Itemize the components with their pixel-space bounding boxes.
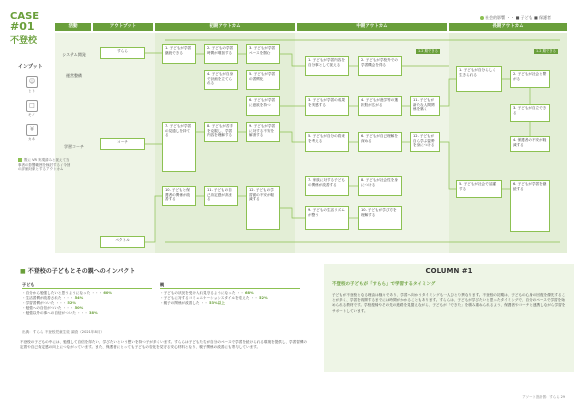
early-box-2: 2. 子どもの学習時間が増加する bbox=[204, 44, 238, 64]
output-box-coach: コーチ bbox=[100, 138, 145, 150]
output-box-vector: ベクトル bbox=[100, 236, 145, 248]
mid-box-3: 3. 子どもが学習の成果を実感する bbox=[305, 96, 349, 116]
mid-box-11: 11. 子どもが新たな人間関係を築く bbox=[410, 96, 440, 116]
early-box-10: 10. 子どもと保護者の関係が改善する bbox=[162, 186, 196, 206]
early-box-3: 3. 子どもが学習ペースを掴む bbox=[246, 44, 280, 64]
column-paragraph: 子どもが不登校となる理由は様々であり、学習へ向かうタイミングも一人ひとり異なります。不登校の初期は、子どもの心身の回復を優先することが多く、学習を再開するまでには時間がかかることもあります。すららは、子どもが学びたいと思ったタイミングで、自分のペースで学習を始められる教材です。学校復帰やその先の進路を見据えながら、子どもが「できた」を積み重ねられるよう、保護者やコーチと連携しながら学習をサポートしています。 bbox=[332, 293, 566, 313]
column-header-output: アウトプット bbox=[93, 23, 153, 31]
impact-parent-line: ・子どもの状況を受け入れ見守るようになった ・・ 68% bbox=[160, 291, 254, 295]
impact-child-list bbox=[22, 291, 112, 316]
input-label-people: ヒト bbox=[28, 89, 36, 93]
output-box-surara: すらら bbox=[100, 47, 145, 59]
impact-child-line: ・生活習慣が改善された ・・・ 54% bbox=[22, 296, 84, 300]
mid-tag: 1.2 期できる bbox=[418, 49, 439, 53]
early-box-8: 8. 子どもが苦手を克服し、学習内容を理解する bbox=[204, 122, 238, 142]
long-box-1: 1. 子どもが自分らしく生きられる bbox=[456, 66, 502, 92]
page-footer: アソート設計図：すらら 29 bbox=[522, 395, 565, 399]
column-header-mid: 中期アウトカム bbox=[297, 23, 447, 31]
column-panel bbox=[324, 264, 574, 372]
input-label-money: カネ bbox=[28, 137, 36, 141]
impact-source: 出典：すらら 不登校児童生徒 調査（2021年8月） bbox=[22, 330, 104, 334]
case-label: CASE #01 bbox=[10, 11, 40, 33]
case-subtitle: 不登校 bbox=[10, 36, 38, 46]
mid-box-12: 12. 子どもが自ら学ぶ姿勢を身につける bbox=[410, 132, 440, 152]
mid-box-8: 8. 子どもが社会性を身につける bbox=[358, 176, 402, 196]
long-box-2: 2. 子どもが社会と繋がる bbox=[510, 70, 550, 88]
input-label-things: モノ bbox=[28, 113, 36, 117]
long-box-4: 4. 保護者の不安が軽減する bbox=[510, 136, 550, 152]
note-swatch bbox=[18, 158, 22, 162]
money-icon: ¥ bbox=[26, 124, 38, 136]
mid-box-2: 2. 子どもが学校外での学習機会を得る bbox=[358, 56, 402, 76]
impact-child-line: ・学習習慣がついた ・・・ 52% bbox=[22, 301, 77, 305]
column-header-early: 初期アウトカム bbox=[155, 23, 295, 31]
long-box-3: 3. 子どもが自立できる bbox=[510, 104, 550, 122]
mid-box-5: 5. 子どもが自分の将来を考える bbox=[305, 132, 349, 152]
row-label-study: 学習コーチ bbox=[64, 144, 84, 149]
column-subtitle: 不登校の子どもが「すらら」で学習するタイミング bbox=[332, 282, 436, 287]
column-header-activity: 活動 bbox=[55, 23, 91, 31]
box-icon: □ bbox=[26, 100, 38, 112]
impact-parent-line: ・親子の関係が改善した ・・ 53%以上 bbox=[160, 301, 225, 305]
inputs-title: インプット bbox=[18, 64, 43, 70]
early-box-1: 1. 子どもが学習継続できる bbox=[162, 44, 196, 64]
diagram-note bbox=[18, 158, 73, 172]
early-box-9: 9. 子どもが学習に対する不安を解消する bbox=[246, 122, 280, 142]
note-text: 既に VR 実現済みと捉えて当事者の影響範囲を検討する / 今回の評価対象とするアウトカム bbox=[18, 158, 71, 172]
early-box-11: 11. 子どもの自己肯定感が高まる bbox=[204, 186, 238, 206]
early-box-7: 7. 子どもが学習の見通しを持てる bbox=[162, 122, 196, 172]
mid-box-6: 6. 子どもが自己理解を深める bbox=[358, 132, 402, 152]
impact-child-line: ・勉強以外の事への自信がついた ・・・ 38% bbox=[22, 311, 98, 315]
row-label-ops: 運営整備 bbox=[66, 73, 82, 78]
mid-box-10: 10. 子どもが学び方を理解する bbox=[358, 206, 402, 230]
long-box-6: 6. 子どもが学習を継続する bbox=[510, 180, 550, 232]
impact-parent-head: 親 bbox=[160, 282, 300, 289]
mid-box-9: 9. 子どもの生活リズムが整う bbox=[305, 206, 349, 230]
person-icon: ☺ bbox=[26, 76, 38, 88]
mid-box-4: 4. 子どもが進学等の選択肢が広がる bbox=[358, 96, 402, 116]
impact-parent-line: ・子どもに対するコミュニケーションスタイルを変えた ・・ 52% bbox=[160, 296, 268, 300]
long-box-5: 5. 子どもが社会で活躍する bbox=[456, 180, 502, 198]
impact-child-line: ・自分から勉強したいと思うようになった ・・・ 60% bbox=[22, 291, 112, 295]
row-label-system: システム開発 bbox=[62, 52, 86, 57]
column-header-long: 長期アウトカム bbox=[449, 23, 567, 31]
early-box-4: 4. 子どもが自身で計画を立てられる bbox=[204, 70, 238, 90]
column-title: COLUMN #1 bbox=[425, 267, 473, 275]
impact-child-line: ・勉強への自信がついた ・・・ 50% bbox=[22, 306, 84, 310]
impact-child-head: 子ども bbox=[22, 282, 152, 289]
impact-title: ■ 不登校の子どもとその親へのインパクト bbox=[20, 268, 136, 275]
long-tag: 1.2 期できる bbox=[536, 49, 557, 53]
impact-paragraph: 不登校の子どもの中には、勉強して自信を得たい、学びたいという想いを持つ子が多くいます。すららは子どもたちが自分のペースで学習を続けられる環境を提供し、学習習慣の定着や自己肯定感の向上につながっています。また、保護者にとっても子どもの変化を見守る安心材料となり、親子関係の改善にも寄与しています。 bbox=[20, 340, 308, 350]
early-box-5: 5. 子どもが学習の習慣化 bbox=[246, 70, 280, 90]
early-box-6: 6. 子どもが学習に意欲を持つ bbox=[246, 96, 280, 116]
mid-box-1: 1. 子どもが学習内容を自分事として捉える bbox=[305, 56, 349, 76]
legend-text: 社会的影響 ・・ ■ 子ども ■ 保護者 bbox=[485, 15, 551, 20]
early-box-12: 12. 子どもの学習面の不安が軽減する bbox=[246, 186, 280, 230]
mid-box-7: 7. 家族に対する子どもの関係が改善する bbox=[305, 176, 349, 196]
impact-parent-list bbox=[160, 291, 300, 306]
